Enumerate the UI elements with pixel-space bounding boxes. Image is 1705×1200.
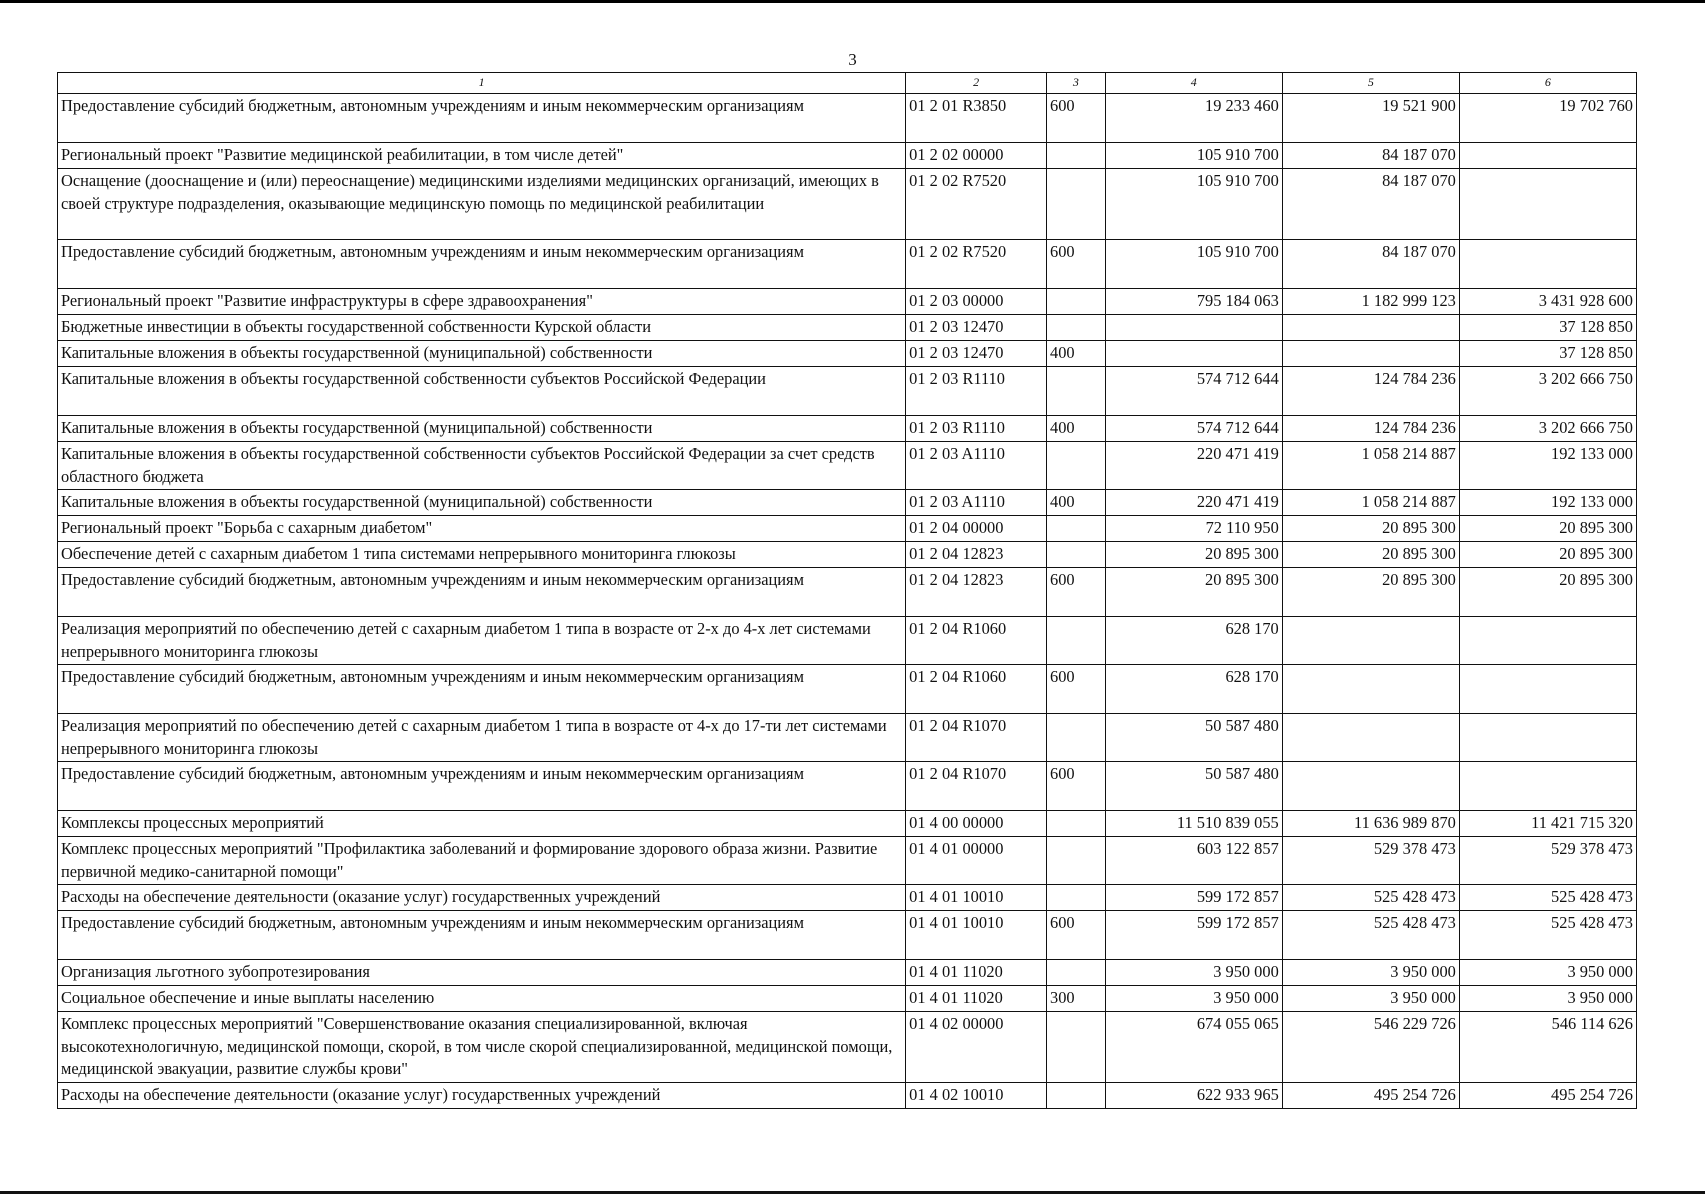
row-value-col4-cell: 220 471 419 (1105, 490, 1282, 516)
row-name-cell: Реализация мероприятий по обеспечению детей с сахарным диабетом 1 типа в возрасте от 4-х до 17-ти лет системами непрерывного мониторинга глюкозы (58, 714, 906, 762)
row-value-col5-cell (1282, 665, 1459, 714)
table-row (58, 367, 1637, 416)
table-row (58, 240, 1637, 289)
row-name-cell: Капитальные вложения в объекты государственной (муниципальной) собственности (58, 341, 906, 367)
row-value-col6-cell: 495 254 726 (1459, 1083, 1636, 1109)
row-code-cell: 01 2 03 A1110 (906, 442, 1047, 490)
row-name-cell: Предоставление субсидий бюджетным, автономным учреждениям и иным некоммерческим организациям (58, 94, 906, 143)
row-value-col5-cell (1282, 315, 1459, 341)
row-value-col6-cell: 37 128 850 (1459, 315, 1636, 341)
row-value-col4-cell: 105 910 700 (1105, 240, 1282, 289)
table-row (58, 516, 1637, 542)
row-value-col6-cell (1459, 762, 1636, 811)
row-name-cell: Расходы на обеспечение деятельности (оказание услуг) государственных учреждений (58, 885, 906, 911)
row-value-col6-cell: 192 133 000 (1459, 490, 1636, 516)
row-value-col5-cell: 3 950 000 (1282, 986, 1459, 1012)
row-value-col4-cell: 599 172 857 (1105, 911, 1282, 960)
row-code-cell: 01 2 04 12823 (906, 568, 1047, 617)
row-name-cell: Капитальные вложения в объекты государственной (муниципальной) собственности (58, 490, 906, 516)
table-row (58, 143, 1637, 169)
row-name-cell: Реализация мероприятий по обеспечению детей с сахарным диабетом 1 типа в возрасте от 2-х до 4-х лет системами непрерывного мониторинга глюкозы (58, 617, 906, 665)
row-value-col6-cell: 3 202 666 750 (1459, 367, 1636, 416)
row-value-col5-cell (1282, 762, 1459, 811)
row-name-cell: Расходы на обеспечение деятельности (оказание услуг) государственных учреждений (58, 1083, 906, 1109)
table-row (58, 442, 1637, 490)
row-code-cell: 01 4 01 11020 (906, 986, 1047, 1012)
row-name-cell: Предоставление субсидий бюджетным, автономным учреждениям и иным некоммерческим организациям (58, 762, 906, 811)
row-type-cell: 600 (1047, 665, 1106, 714)
row-code-cell: 01 4 01 00000 (906, 837, 1047, 885)
row-code-cell: 01 2 02 00000 (906, 143, 1047, 169)
row-value-col5-cell: 124 784 236 (1282, 367, 1459, 416)
row-code-cell: 01 4 00 00000 (906, 811, 1047, 837)
row-code-cell: 01 2 03 12470 (906, 315, 1047, 341)
row-name-cell: Социальное обеспечение и иные выплаты населению (58, 986, 906, 1012)
row-value-col5-cell: 529 378 473 (1282, 837, 1459, 885)
row-code-cell: 01 2 04 12823 (906, 542, 1047, 568)
row-type-cell (1047, 960, 1106, 986)
row-type-cell (1047, 837, 1106, 885)
row-code-cell: 01 2 03 A1110 (906, 490, 1047, 516)
row-name-cell: Предоставление субсидий бюджетным, автономным учреждениям и иным некоммерческим организациям (58, 665, 906, 714)
row-value-col4-cell: 20 895 300 (1105, 568, 1282, 617)
row-name-cell: Организация льготного зубопротезирования (58, 960, 906, 986)
row-value-col5-cell: 20 895 300 (1282, 542, 1459, 568)
row-code-cell: 01 4 01 11020 (906, 960, 1047, 986)
row-value-col6-cell: 529 378 473 (1459, 837, 1636, 885)
column-header-2: 2 (906, 73, 1047, 94)
row-value-col5-cell: 124 784 236 (1282, 416, 1459, 442)
row-name-cell: Комплекс процессных мероприятий "Совершенствование оказания специализированной, включая высокотехнологичную, медицинской помощи, скорой, в том числе скорой специализированной, медицинской помощи, медицинской эвакуации, развитие службы крови" (58, 1012, 906, 1083)
row-value-col6-cell: 20 895 300 (1459, 568, 1636, 617)
row-value-col4-cell: 11 510 839 055 (1105, 811, 1282, 837)
row-code-cell: 01 2 02 R7520 (906, 240, 1047, 289)
row-type-cell: 400 (1047, 341, 1106, 367)
row-value-col5-cell: 20 895 300 (1282, 516, 1459, 542)
column-header-5: 5 (1282, 73, 1459, 94)
column-number-row (58, 73, 1637, 94)
row-name-cell: Региональный проект "Развитие инфраструктуры в сфере здравоохранения" (58, 289, 906, 315)
table-row (58, 169, 1637, 240)
row-type-cell: 600 (1047, 762, 1106, 811)
row-name-cell: Капитальные вложения в объекты государственной собственности субъектов Российской Федерации (58, 367, 906, 416)
column-header-1: 1 (58, 73, 906, 94)
table-row (58, 542, 1637, 568)
row-type-cell (1047, 315, 1106, 341)
row-name-cell: Предоставление субсидий бюджетным, автономным учреждениям и иным некоммерческим организациям (58, 911, 906, 960)
table-row (58, 960, 1637, 986)
row-value-col6-cell: 546 114 626 (1459, 1012, 1636, 1083)
row-code-cell: 01 2 03 12470 (906, 341, 1047, 367)
row-value-col5-cell (1282, 341, 1459, 367)
row-value-col4-cell: 3 950 000 (1105, 960, 1282, 986)
row-value-col4-cell: 105 910 700 (1105, 169, 1282, 240)
column-header-4: 4 (1105, 73, 1282, 94)
row-type-cell (1047, 542, 1106, 568)
table-row (58, 885, 1637, 911)
row-value-col4-cell: 50 587 480 (1105, 762, 1282, 811)
row-name-cell: Капитальные вложения в объекты государственной собственности субъектов Российской Федерации за счет средств областного бюджета (58, 442, 906, 490)
row-value-col5-cell: 495 254 726 (1282, 1083, 1459, 1109)
row-value-col5-cell: 84 187 070 (1282, 143, 1459, 169)
row-name-cell: Региональный проект "Развитие медицинской реабилитации, в том числе детей" (58, 143, 906, 169)
row-value-col5-cell: 19 521 900 (1282, 94, 1459, 143)
row-value-col4-cell: 20 895 300 (1105, 542, 1282, 568)
row-value-col4-cell: 574 712 644 (1105, 416, 1282, 442)
table-row (58, 289, 1637, 315)
row-value-col4-cell: 603 122 857 (1105, 837, 1282, 885)
row-value-col6-cell: 3 431 928 600 (1459, 289, 1636, 315)
row-value-col6-cell: 3 950 000 (1459, 960, 1636, 986)
row-type-cell: 600 (1047, 94, 1106, 143)
row-code-cell: 01 2 04 R1060 (906, 617, 1047, 665)
table-row (58, 94, 1637, 143)
row-type-cell (1047, 885, 1106, 911)
row-value-col6-cell: 3 202 666 750 (1459, 416, 1636, 442)
row-value-col4-cell: 628 170 (1105, 617, 1282, 665)
row-name-cell: Комплекс процессных мероприятий "Профилактика заболеваний и формирование здорового образа жизни. Развитие первичной медико-санитарной помощи" (58, 837, 906, 885)
row-value-col5-cell (1282, 617, 1459, 665)
row-type-cell (1047, 143, 1106, 169)
row-type-cell (1047, 169, 1106, 240)
table-row (58, 986, 1637, 1012)
row-code-cell: 01 4 01 10010 (906, 911, 1047, 960)
row-value-col4-cell: 795 184 063 (1105, 289, 1282, 315)
row-value-col4-cell: 622 933 965 (1105, 1083, 1282, 1109)
table-row (58, 714, 1637, 762)
page-top-edge (0, 0, 1705, 3)
table-row (58, 416, 1637, 442)
row-value-col4-cell: 628 170 (1105, 665, 1282, 714)
row-type-cell (1047, 442, 1106, 490)
row-value-col6-cell: 525 428 473 (1459, 885, 1636, 911)
row-value-col4-cell: 599 172 857 (1105, 885, 1282, 911)
row-value-col4-cell: 72 110 950 (1105, 516, 1282, 542)
row-value-col4-cell: 220 471 419 (1105, 442, 1282, 490)
row-value-col4-cell: 674 055 065 (1105, 1012, 1282, 1083)
row-name-cell: Предоставление субсидий бюджетным, автономным учреждениям и иным некоммерческим организациям (58, 240, 906, 289)
table-row (58, 568, 1637, 617)
table-row (58, 762, 1637, 811)
row-value-col6-cell (1459, 617, 1636, 665)
row-code-cell: 01 4 02 00000 (906, 1012, 1047, 1083)
row-name-cell: Бюджетные инвестиции в объекты государственной собственности Курской области (58, 315, 906, 341)
row-name-cell: Капитальные вложения в объекты государственной (муниципальной) собственности (58, 416, 906, 442)
row-value-col5-cell: 3 950 000 (1282, 960, 1459, 986)
row-code-cell: 01 4 01 10010 (906, 885, 1047, 911)
row-value-col6-cell: 192 133 000 (1459, 442, 1636, 490)
row-type-cell (1047, 714, 1106, 762)
row-code-cell: 01 2 03 R1110 (906, 367, 1047, 416)
row-code-cell: 01 4 02 10010 (906, 1083, 1047, 1109)
row-value-col5-cell: 1 182 999 123 (1282, 289, 1459, 315)
row-type-cell (1047, 1012, 1106, 1083)
page-number: 3 (848, 50, 857, 69)
row-name-cell: Оснащение (дооснащение и (или) переоснащение) медицинскими изделиями медицинских организаций, имеющих в своей структуре подразделения, оказывающие медицинскую помощь по медицинской реабилитации (58, 169, 906, 240)
row-code-cell: 01 2 01 R3850 (906, 94, 1047, 143)
row-value-col5-cell: 525 428 473 (1282, 885, 1459, 911)
table-row (58, 315, 1637, 341)
row-value-col5-cell: 84 187 070 (1282, 240, 1459, 289)
table-row (58, 1083, 1637, 1109)
row-type-cell (1047, 617, 1106, 665)
row-value-col4-cell: 50 587 480 (1105, 714, 1282, 762)
row-type-cell: 600 (1047, 568, 1106, 617)
row-name-cell: Предоставление субсидий бюджетным, автономным учреждениям и иным некоммерческим организациям (58, 568, 906, 617)
row-value-col5-cell: 546 229 726 (1282, 1012, 1459, 1083)
row-value-col6-cell: 19 702 760 (1459, 94, 1636, 143)
row-value-col6-cell (1459, 714, 1636, 762)
table-row (58, 837, 1637, 885)
row-value-col5-cell: 1 058 214 887 (1282, 490, 1459, 516)
table-row (58, 617, 1637, 665)
page-bottom-edge (0, 1191, 1705, 1194)
row-value-col5-cell (1282, 714, 1459, 762)
row-value-col6-cell: 525 428 473 (1459, 911, 1636, 960)
row-value-col4-cell: 574 712 644 (1105, 367, 1282, 416)
row-type-cell: 400 (1047, 490, 1106, 516)
row-value-col4-cell (1105, 315, 1282, 341)
row-code-cell: 01 2 04 R1060 (906, 665, 1047, 714)
row-name-cell: Региональный проект "Борьба с сахарным диабетом" (58, 516, 906, 542)
table-row (58, 911, 1637, 960)
row-value-col4-cell (1105, 341, 1282, 367)
row-name-cell: Обеспечение детей с сахарным диабетом 1 типа системами непрерывного мониторинга глюкозы (58, 542, 906, 568)
row-code-cell: 01 2 04 R1070 (906, 714, 1047, 762)
column-header-3: 3 (1047, 73, 1106, 94)
row-value-col6-cell (1459, 143, 1636, 169)
budget-table-body (58, 94, 1637, 1109)
row-value-col4-cell: 3 950 000 (1105, 986, 1282, 1012)
row-value-col5-cell: 1 058 214 887 (1282, 442, 1459, 490)
row-type-cell (1047, 1083, 1106, 1109)
row-name-cell: Комплексы процессных мероприятий (58, 811, 906, 837)
row-type-cell (1047, 289, 1106, 315)
row-type-cell: 600 (1047, 911, 1106, 960)
row-value-col6-cell: 20 895 300 (1459, 516, 1636, 542)
row-value-col5-cell: 84 187 070 (1282, 169, 1459, 240)
row-value-col6-cell: 37 128 850 (1459, 341, 1636, 367)
row-value-col6-cell (1459, 665, 1636, 714)
row-code-cell: 01 2 04 00000 (906, 516, 1047, 542)
row-type-cell (1047, 516, 1106, 542)
row-type-cell: 600 (1047, 240, 1106, 289)
row-type-cell: 300 (1047, 986, 1106, 1012)
column-header-6: 6 (1459, 73, 1636, 94)
row-value-col5-cell: 20 895 300 (1282, 568, 1459, 617)
row-value-col4-cell: 105 910 700 (1105, 143, 1282, 169)
row-value-col6-cell: 3 950 000 (1459, 986, 1636, 1012)
table-row (58, 490, 1637, 516)
row-code-cell: 01 2 03 R1110 (906, 416, 1047, 442)
row-code-cell: 01 2 04 R1070 (906, 762, 1047, 811)
table-row (58, 665, 1637, 714)
row-value-col6-cell: 11 421 715 320 (1459, 811, 1636, 837)
table-row (58, 1012, 1637, 1083)
row-value-col5-cell: 525 428 473 (1282, 911, 1459, 960)
row-code-cell: 01 2 03 00000 (906, 289, 1047, 315)
table-row (58, 811, 1637, 837)
row-value-col5-cell: 11 636 989 870 (1282, 811, 1459, 837)
row-value-col6-cell: 20 895 300 (1459, 542, 1636, 568)
table-row (58, 341, 1637, 367)
row-type-cell (1047, 367, 1106, 416)
row-type-cell (1047, 811, 1106, 837)
row-value-col4-cell: 19 233 460 (1105, 94, 1282, 143)
row-type-cell: 400 (1047, 416, 1106, 442)
row-value-col6-cell (1459, 240, 1636, 289)
budget-table (57, 72, 1637, 1109)
row-code-cell: 01 2 02 R7520 (906, 169, 1047, 240)
row-value-col6-cell (1459, 169, 1636, 240)
